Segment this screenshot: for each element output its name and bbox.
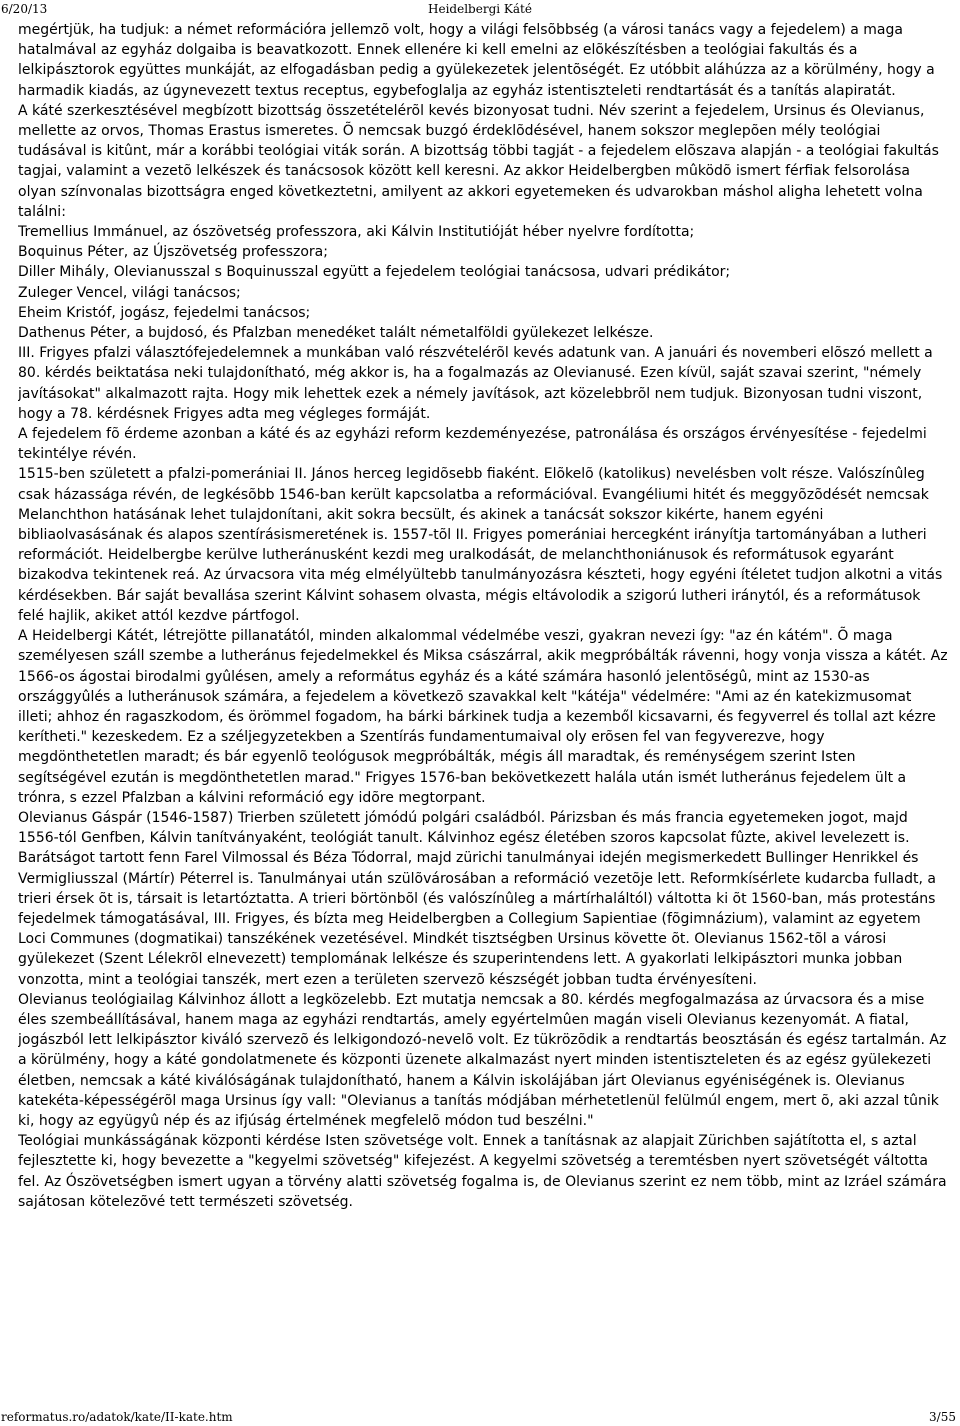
page-number: 3/55 xyxy=(929,1410,956,1424)
print-date: 6/20/13 xyxy=(1,2,48,16)
list-item: Boquinus Péter, az Újszövetség professzora; xyxy=(18,244,328,261)
page-header xyxy=(0,0,960,18)
paragraph: Olevianus Gáspár (1546-1587) Trierben született jómódú polgári családból. Párizsban és más francia egyetemeken jogot, majd 1556-tól Genfben, Kálvin tanítványaként, teológiát tanult. Kálvinhoz egész életében szoros kapcsolat fûzte, akivel levelezett is. Barátságot tartott fenn Farel Vilmossal és Béza Tódorral, majd zürichi tanulmányai idején megismerkedett Bullinger Henrikkel és Vermigliusszal (Mártír) Péterrel is. Tanulmányai után szülõvárosában a reformáció vezetõje lett. Reformkísérlete kudarcba fulladt, a trieri érsek õt is, társait is letartóztatta. A trieri börtönbõl (és valószínûleg a mártírhaláltól) váltotta ki õt 1560-ban, más protestáns fejedelmek támogatásával, III. Frigyes, és bízta meg Heidelbergben a Collegium Sapientiae (fõgimnázium), valamint az egyetem Loci Communes (dogmatikai) tanszékének vezetésével. Mindkét tisztségben Ursinus követte õt. Olevianus 1562-tõl a városi gyülekezet (Szent Lélekrõl elnevezett) templomának lelkésze és szuperintendens lett. A gyakorlati lelkipásztori munka jobban vonzotta, mint a teológiai tanszék, mert ezen a területen szervezõ készségét jobban tudta érvényesíteni. xyxy=(18,809,936,988)
list-item: Zuleger Vencel, világi tanácsos; xyxy=(18,284,241,301)
paragraph: Teológiai munkásságának központi kérdése Isten szövetsége volt. Ennek a tanításnak az alapjait Zürichben sajátította el, s aztal fejlesztette ki, hogy bevezette a "kegyelmi szövetség" kifejezést. A kegyelmi szövetség a teremtésben nyert szövetségét váltotta fel. Az Ószövetségben ismert ugyan a törvény alatti szövetség fogalma is, de Olevianus szerint ez nem több, mint az Izráel számára sajátosan kötelezõvé tett természeti szövetség. xyxy=(18,1133,947,1210)
list-item: Dathenus Péter, a bujdosó, és Pfalzban menedéket talált németalföldi gyülekezet lelkésze. xyxy=(18,325,654,342)
paragraph: A Heidelbergi Kátét, létrejötte pillanatától, minden alkalommal védelmébe veszi, gyakran nevezi így: "az én kátém". Õ maga személyesen száll szembe a lutheránus fejedelmekkel és Miksa császárral, akik megpróbálták rávenni, hogy vonja vissza a kátét. Az 1566-os ágostai birodalmi gyûlésen, amely a református egyház és a káté számára hasonló jelentõségû, mint az 1530-as országgyûlés a lutheránusok számára, a fejedelem a következõ szavakkal kelt "kátéja" védelmére: "Ami az én katekizmusomat illeti; ahhoz én ragaszkodom, és örömmel fogadom, ha bárki bárkinek tudja a kezemből kicsavarni, és fegyverrel és tollal azt kézre kerítheti." kezeskedem. Ez a széljegyzetekben a Szentírás fundamentumaival oly erõsen fel van fegyverezve, hogy megdönthetetlen maradt; és bár egyenlõ teológusok megpróbálták, mégis áll maradtak, és reménységem szerint Isten segítségével ezután is megdönthetetlen marad." Frigyes 1576-ban bekövetkezett halála után ismét lutheránus fejedelem ült a trónra, s ezzel Pfalzban a kálvini reformáció egy idõre megtorpant. xyxy=(18,628,948,806)
document-body xyxy=(18,20,948,1410)
paragraph: megértjük, ha tudjuk: a német reformációra jellemzõ volt, hogy a világi felsõbbség (a városi tanács vagy a fejedelem) a maga hatalmával az egyház dolgaiba is beavatkozott. Ennek ellenére ki kell emelni az elõkészítésben a teológiai fakultás és a lelkipásztorok együttes munkáját, az elfogadásban pedig a gyülekezetek jelentõségét. Ez utóbbit aláhúzza az a körülmény, hogy a harmadik kiadás, az úgynevezett textus receptus, egybefoglalja az egyház istentiszteleti rendtartását és a tanítás alapiratát. xyxy=(18,22,935,99)
paragraph: A káté szerkesztésével megbízott bizottság összetételérõl kevés bizonyosat tudni. Név szerint a fejedelem, Ursinus és Olevianus, mellette az orvos, Thomas Erastus ismeretes. Õ nemcsak buzgó érdeklõdésével, hanem sokszor meglepõen mély teológiai tudásával is kitûnt, már a korábbi teológiai viták során. A bizottság többi tagját - a fejedelem elõszava alapján - a teológiai fakultás tagjai, valamint a vezetõ lelkészek és tanácsosok között kell keresni. Az akkor Heidelbergben mûködõ ismert férfiak felsorolása olyan színvonalas bizottságra enged következtetni, amilyent az akkori egyetemeken és udvarokban máshol aligha lehetett volna találni: xyxy=(18,102,939,220)
list-item: Diller Mihály, Olevianusszal s Boquinusszal együtt a fejedelem teológiai tanácsosa, udvari prédikátor; xyxy=(18,264,731,281)
page-title: Heidelbergi Káté xyxy=(428,2,532,16)
paragraph: III. Frigyes pfalzi választófejedelemnek a munkában való részvételérõl kevés adatunk van. A januári és novemberi elõszó mellett a 80. kérdés beiktatása neki tulajdonítható, még akkor is, ha a fogalmazás az Olevianusé. Ezen kívül, saját szavai szerint, "némely javításokat" alkalmazott rajta. Hogy mik lehettek ezek a némely javítások, azt közelebbrõl nem tudjuk. Bizonyosan tudni viszont, hogy a 78. kérdésnek Frigyes adta meg végleges formáját. xyxy=(18,345,933,422)
paragraph: A fejedelem fõ érdeme azonban a káté és az egyházi reform kezdeményezése, patronálása és országos érvényesítése - fejedelmi tekintélye révén. xyxy=(18,426,927,463)
source-url: reformatus.ro/adatok/kate/II-kate.htm xyxy=(1,1410,233,1424)
paragraph: 1515-ben született a pfalzi-pomerániai II. János herceg legidõsebb fiaként. Elõkelõ (katolikus) nevelésben volt része. Valószínûleg csak házassága révén, de legkésõbb 1546-ban került kapcsolatba a reformációval. Evangéliumi hitét és meggyõzõdését nemcsak Melanchthon hatásának lehet tulajdonítani, akit sokra becsült, és akinek a tanácsát sokszor kikérte, hanem egyéni bibliaolvasásának és alapos szentírásismeretének is. 1557-tõl II. Frigyes pomerániai hercegként irányítja tartományában a lutheri reformációt. Heidelbergbe kerülve lutheránusként kezdi meg uralkodását, de melanchthoniánusok és reformátusok egyaránt bizakodva tekintenek reá. Az úrvacsora vita még elmélyültebb tanulmányozásra készteti, hogy egyéni ítéletet tudjon alkotni a vitás kérdésekben. Bár saját bevallása szerint Kálvint sohasem olvasta, mégis eltávolodik a szigorú lutheri iránytól, és a reformátusok felé hajlik, akiket attól kezdve pártfogol. xyxy=(18,466,943,624)
page-footer xyxy=(0,1410,960,1426)
paragraph: Olevianus teológiailag Kálvinhoz állott a legközelebb. Ezt mutatja nemcsak a 80. kérdés megfogalmazása az úrvacsora és a mise éles szembeállításával, hanem maga az egyházi rendtartás, amely egyértelmûen magán viseli Olevianus kezenyomát. A fiatal, jogászból lett lelkipásztor kiváló szervezõ és lelkigondozó-nevelõ volt. Ez tükrözõdik a rendtartás beosztásán és egész tartalmán. Az a körülmény, hogy a káté gondolatmenete és központi üzenete alkalmazást nyert minden istentiszteleten és az egész gyülekezeti életben, nemcsak a káté kiválóságának tulajdonítható, hanem a Kálvin iskolájában járt Olevianus egyéniségének is. Olevianus katekéta-képességérõl maga Ursinus így vall: "Olevianus a tanítás módjában mérhetetlenül felülmúl engem, mert õ, aki azzal tûnik ki, hogy az együgyû nép és az ifjúság értelmének megfelelõ módon tud beszélni." xyxy=(18,991,947,1129)
list-item: Eheim Kristóf, jogász, fejedelmi tanácsos; xyxy=(18,304,311,321)
list-item: Tremellius Immánuel, az ószövetség professzora, aki Kálvin Institutióját héber nyelvre fordította; xyxy=(18,224,695,241)
